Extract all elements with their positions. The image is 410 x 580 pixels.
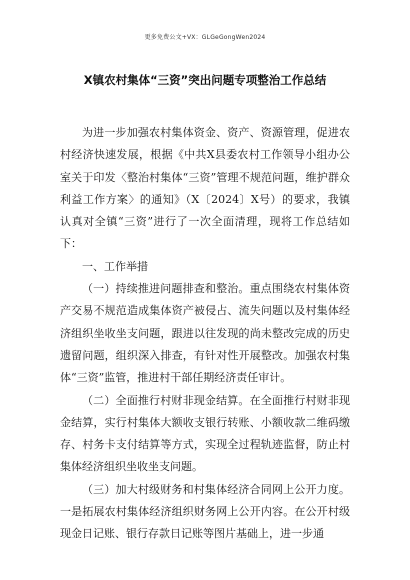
document-title: X镇农村集体“三资”突出问题专项整治工作总结 xyxy=(83,73,327,87)
document-body xyxy=(60,122,350,546)
header-watermark: 更多免费公文+VX：GLGeGongWen2024 xyxy=(144,34,266,41)
body-paragraph: （三）加大村级财务和村集体经济合同网上公开力度。一是拓展农村集体经济组织财务网上公开内容。在公开村级现金日记账、银行存款日记账等图片基础上，进一步通 xyxy=(60,482,350,541)
section-heading: 一、工作举措 xyxy=(82,259,148,273)
body-paragraph: （一）持续推进问题排查和整治。重点围绕农村集体资产交易不规范造成集体资产被侵占、流失问题以及村集体经济组织坐收坐支问题，跟进以往发现的尚未整改完成的历史遗留问题，组织深入排查，有针对性开展整改。加强农村集体“三资”监管，推进村干部任期经济责任审计。 xyxy=(60,282,350,385)
body-paragraph: （二）全面推行村财非现金结算。在全面推行村财非现金结算，实行村集体大额收支银行转账、小额收款二维码缴存、村务卡支付结算等方式，实现全过程轨迹监督，防止村集体经济组织坐收坐支问题。 xyxy=(60,393,350,474)
intro-paragraph: 为进一步加强农村集体资金、资产、资源管理，促进农村经济快速发展，根据《中共X县委农村工作领导小组办公室关于印发〈整治村集体“三资”管理不规范问题，维护群众利益工作方案〉的通知》（X〔2024〕X号）的要求，我镇认真对全镇“三资”进行了一次全面清理，现将工作总结如下： xyxy=(60,126,350,251)
